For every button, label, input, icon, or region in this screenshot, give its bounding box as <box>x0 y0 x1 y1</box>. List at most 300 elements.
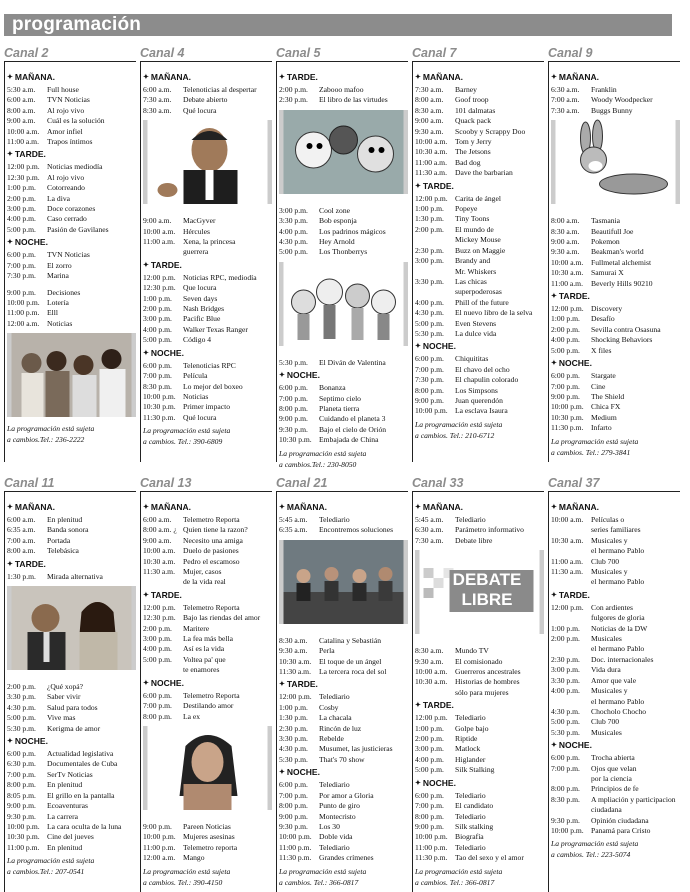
entry-time: 5:30 p.m. <box>279 754 308 764</box>
entry-time: 11:30 p.m. <box>551 423 584 433</box>
section-heading <box>7 559 136 569</box>
schedule-entry <box>143 546 272 556</box>
star-bullet-icon: ✦ <box>279 504 285 511</box>
entry-time: 11:00 p.m. <box>415 842 448 852</box>
entry-program: Principios de fe <box>591 784 639 794</box>
entry-program: Stargate <box>591 371 616 381</box>
entry-program: Telemetro reporta <box>183 842 238 852</box>
star-bullet-icon: ✦ <box>279 74 285 81</box>
schedule-entry <box>7 214 136 224</box>
entry-time: 9:30 p.m. <box>551 815 580 825</box>
entry-program: SerTv Noticias <box>47 769 93 779</box>
entry-time: 3:30 p.m. <box>415 276 444 286</box>
entry-program: Telediario <box>319 515 350 524</box>
entry-time: 8:00 p.m. <box>415 811 444 821</box>
entry-time: 3:30 p.m. <box>7 692 36 702</box>
entry-program: Portada <box>47 535 71 545</box>
section-heading <box>415 502 544 512</box>
entry-time: 1:00 p.m. <box>551 314 580 324</box>
schedule-entry <box>7 692 136 702</box>
section-heading <box>7 237 136 247</box>
section-label: MAÑANA. <box>558 72 600 82</box>
logo-word: LIBRE <box>461 590 513 610</box>
entry-program: Desafío <box>591 314 615 324</box>
schedule-entry <box>279 95 408 105</box>
schedule-entry <box>143 304 272 314</box>
entry-time: 9:30 p.m. <box>279 821 308 831</box>
schedule-entry <box>7 536 136 546</box>
schedule-entry <box>143 603 272 613</box>
schedule-entry <box>143 392 272 402</box>
schedule-entry <box>7 546 136 556</box>
entry-time: 11:00 p.m. <box>143 842 176 852</box>
section-heading <box>279 72 408 82</box>
entry-program: Así es la vida <box>183 644 225 654</box>
channel-column <box>4 476 136 892</box>
entry-program: Marina <box>47 271 69 281</box>
entry-time: 9:30 a.m. <box>415 656 444 666</box>
schedule-entry <box>551 227 680 237</box>
entry-time: 6:00 p.m. <box>7 749 36 759</box>
entry-time: 5:00 p.m. <box>7 713 36 723</box>
entry-time: 2:00 p.m. <box>143 623 172 633</box>
entry-time: 10:00 p.m. <box>143 832 176 842</box>
channel-schedule <box>412 491 544 892</box>
section-heading <box>551 72 680 82</box>
channel-column <box>412 46 544 462</box>
entry-time: 9:00 p.m. <box>415 821 444 831</box>
entry-time: 12:00 a.m. <box>7 318 40 328</box>
entry-program: Vida dura <box>591 665 621 675</box>
schedule-entry <box>551 655 680 665</box>
entry-program: Lotería <box>47 297 69 307</box>
entry-program: Encontremos soluciones <box>319 525 394 535</box>
entry-time: 9:30 a.m. <box>551 247 580 257</box>
entry-program: Telediario <box>319 780 350 790</box>
entry-time <box>551 577 591 587</box>
schedule-entry <box>279 801 408 811</box>
entry-time: 8:00 p.m. <box>551 784 580 794</box>
entry-program: The Shield <box>591 391 625 401</box>
entry-program: ¿Qué xopá? <box>47 682 84 692</box>
entry-time: 4:00 p.m. <box>415 297 444 307</box>
section-label: NOCHE. <box>286 370 320 381</box>
entry-program: En plenitud <box>47 842 83 852</box>
channel-schedule <box>548 491 680 892</box>
schedule-entry <box>143 382 272 392</box>
schedule-entry <box>7 225 136 235</box>
entry-program: Trocha abierta <box>591 753 635 763</box>
entry-time: 5:00 p.m. <box>279 247 308 257</box>
entry-program: Quack pack <box>455 116 492 126</box>
entry-time: 6:30 p.m. <box>7 759 36 769</box>
entry-program: series familiares <box>591 525 641 535</box>
entry-program: El candidato <box>455 801 494 811</box>
entry-program: Scooby y Scrappy Doo <box>455 126 526 136</box>
entry-program: Cotorreando <box>47 183 85 193</box>
star-bullet-icon: ✦ <box>279 372 285 380</box>
star-bullet-icon: ✦ <box>7 738 13 746</box>
schedule-entry <box>415 744 544 754</box>
schedule-entry <box>551 85 680 95</box>
entry-time: 11:30 p.m. <box>279 853 312 863</box>
star-bullet-icon: ✦ <box>143 349 149 357</box>
entry-time <box>551 697 591 707</box>
channel-column <box>4 46 136 462</box>
entry-program: Necesito una amiga <box>183 535 243 545</box>
entry-time: 2:00 p.m. <box>551 324 580 334</box>
schedule-entry <box>279 703 408 713</box>
entry-time: 6:35 a.m. <box>7 525 36 535</box>
schedule-entry <box>415 755 544 765</box>
schedule-entry <box>551 557 680 567</box>
section-label: TARDE. <box>14 149 46 160</box>
entry-program: Woody Woodpecker <box>591 95 653 105</box>
entry-time: 8:00 p.m. <box>279 801 308 811</box>
footer-line: a cambios.Tel.: 207-0541 <box>7 867 85 877</box>
entry-time: 5:00 p.m. <box>7 224 36 234</box>
footer-line: La programación está sujeta <box>415 866 503 876</box>
schedule-entry <box>7 162 136 172</box>
entry-program: MacGyver <box>183 216 216 226</box>
schedule-entry <box>551 536 680 546</box>
schedule-entry <box>415 536 544 546</box>
entry-time: 6:00 p.m. <box>415 790 444 800</box>
schedule-entry <box>143 402 272 412</box>
entry-time: 9:00 a.m. <box>143 216 172 226</box>
section-heading <box>143 260 272 270</box>
page-title: programación <box>12 14 142 35</box>
entry-program: Los Simpsons <box>455 385 498 395</box>
entry-program: The Jetsons <box>455 147 491 157</box>
entry-time: 10:30 a.m. <box>551 268 584 278</box>
entry-time: 10:30 a.m. <box>551 535 584 545</box>
schedule-entry <box>143 691 272 701</box>
entry-program: Goof troop <box>455 95 489 105</box>
schedule-entry <box>551 346 680 356</box>
entry-time: 10:00 p.m. <box>279 832 312 842</box>
schedule-entry <box>551 753 680 763</box>
schedule-entry <box>279 780 408 790</box>
entry-program: Pareen Noticias <box>183 821 231 831</box>
schedule-entry <box>551 774 680 784</box>
entry-program: Barney <box>455 85 477 94</box>
entry-program: Higlander <box>455 754 486 764</box>
entry-program: Telemetro Reporta <box>183 690 240 700</box>
star-bullet-icon: ✦ <box>415 182 421 190</box>
schedule-entry <box>415 225 544 235</box>
schedule-entry <box>551 382 680 392</box>
entry-time: 3:00 p.m. <box>143 634 172 644</box>
entry-program: Cine del jueves <box>47 832 94 842</box>
entry-time: 9:00 a.m. <box>551 237 580 247</box>
entry-program: El chapulin colorado <box>455 375 519 385</box>
entry-time: 8:30 p.m. <box>551 794 580 804</box>
entry-time: 5:00 p.m. <box>415 765 444 775</box>
entry-time: 12:00 p.m. <box>415 713 448 723</box>
entry-program: Historias de hombres <box>455 677 520 687</box>
schedule-entry <box>143 85 272 95</box>
entry-time: 1:00 p.m. <box>551 623 580 633</box>
entry-program: Mr. Whiskers <box>455 266 497 276</box>
entry-program: Club 700 <box>591 556 620 566</box>
schedule-entry <box>415 657 544 667</box>
entry-program: el hermano Pablo <box>591 546 645 556</box>
entry-time: 4:00 p.m. <box>143 644 172 654</box>
entry-program: Beverly Hills 90210 <box>591 278 653 288</box>
footer-line: a cambios.Tel.: 230-8050 <box>279 459 357 469</box>
entry-program: Tao del sexo y el amor <box>455 853 524 863</box>
entry-program: El libro de las virtudes <box>319 95 388 105</box>
channel-row-2 <box>4 476 676 892</box>
section-heading <box>279 679 408 689</box>
schedule-entry <box>7 682 136 692</box>
entry-program: El nuevo libro de la selva <box>455 308 533 318</box>
schedule-entry <box>7 127 136 137</box>
section-label: TARDE. <box>150 589 182 600</box>
entry-program: Kerigma de amor <box>47 723 101 733</box>
entry-program: Golpe bajo <box>455 723 489 733</box>
actress-photo <box>143 726 272 810</box>
entry-time: 12:00 p.m. <box>143 272 176 282</box>
section-label: NOCHE. <box>286 767 320 778</box>
section-heading <box>279 502 408 512</box>
entry-program: Cool zone <box>319 205 351 215</box>
entry-program: Cosby <box>319 702 339 712</box>
schedule-entry <box>551 644 680 654</box>
schedule-entry <box>279 832 408 842</box>
entry-time: 4:00 p.m. <box>143 324 172 334</box>
channel-name: Canal 37 <box>548 476 600 490</box>
cartoon-group-photo <box>279 262 408 346</box>
entry-time: 12:00 a.m. <box>143 853 176 863</box>
entry-program: Telediario <box>455 515 486 524</box>
entry-time: 12:00 p.m. <box>143 602 176 612</box>
entry-program: Telediario <box>455 842 486 852</box>
schedule-entry <box>415 688 544 698</box>
schedule-entry <box>279 692 408 702</box>
entry-time: 9:30 p.m. <box>279 424 308 434</box>
entry-time: 11:30 a.m. <box>143 567 175 577</box>
star-bullet-icon: ✦ <box>551 293 557 301</box>
entry-time: 5:00 p.m. <box>143 335 172 345</box>
entry-time <box>551 525 591 535</box>
schedule-entry <box>551 634 680 644</box>
entry-program: Maritere <box>183 623 210 633</box>
entry-time: 9:00 p.m. <box>7 801 36 811</box>
entry-program: Doble vida <box>319 832 353 842</box>
entry-time: 11:00 p.m. <box>7 308 40 318</box>
entry-time: 8:00 a.m. <box>415 95 444 105</box>
entry-program: Ecoaventuras <box>47 801 88 811</box>
entry-program: La carrera <box>47 811 78 821</box>
entry-program: Mirada alternativa <box>47 571 103 581</box>
schedule-entry <box>279 822 408 832</box>
entry-program: Musicales <box>591 727 622 737</box>
channel-name: Canal 9 <box>548 46 593 60</box>
star-bullet-icon: ✦ <box>551 742 557 750</box>
entry-time: 5:00 p.m. <box>143 654 172 664</box>
section-heading <box>143 72 272 82</box>
entry-time: 9:00 p.m. <box>415 395 444 405</box>
entry-time: 7:30 a.m. <box>551 105 580 115</box>
entry-program: Telemetro Reporta <box>183 602 240 612</box>
entry-program: Trapos íntimos <box>47 137 93 147</box>
star-bullet-icon: ✦ <box>279 681 285 689</box>
entry-program: Musicales y <box>591 535 628 545</box>
footer-line: La programación está sujeta <box>7 856 95 866</box>
schedule-entry <box>415 137 544 147</box>
entry-program: Discovery <box>591 304 623 314</box>
entry-program: Buzz on Maggie <box>455 245 506 255</box>
schedule-entry <box>143 294 272 304</box>
entry-program: Franklin <box>591 85 617 94</box>
schedule-entry <box>7 319 136 329</box>
entry-program: El comisionado <box>455 656 503 666</box>
entry-time: 9:30 a.m. <box>415 126 444 136</box>
section-heading <box>7 149 136 159</box>
schedule-entry <box>415 667 544 677</box>
entry-time: 2:00 p.m. <box>551 634 580 644</box>
debate-logo <box>415 550 544 634</box>
schedule-entry <box>551 577 680 587</box>
entry-time <box>551 613 591 623</box>
entry-program: el hermano Pablo <box>591 696 645 706</box>
entry-time: 7:30 p.m. <box>7 271 36 281</box>
entry-time: 9:30 a.m. <box>279 646 308 656</box>
schedule-entry <box>279 646 408 656</box>
entry-program: Telediario <box>455 811 486 821</box>
entry-time: 10:30 a.m. <box>415 147 448 157</box>
section-label: TARDE. <box>286 679 318 690</box>
entry-time: 6:00 p.m. <box>7 250 36 260</box>
entry-time: 5:30 p.m. <box>7 723 36 733</box>
entry-program: Decisiones <box>47 287 81 297</box>
star-bullet-icon: ✦ <box>143 504 149 511</box>
schedule-entry <box>7 298 136 308</box>
entry-time: 11:00 a.m. <box>551 278 583 288</box>
entry-program: Las chicas <box>455 276 487 286</box>
entry-time: 11:30 a.m. <box>415 168 447 178</box>
schedule-entry <box>551 676 680 686</box>
entry-time: 1:00 p.m. <box>279 702 308 712</box>
footer-line: La programación está sujeta <box>415 419 503 429</box>
entry-time: 6:00 p.m. <box>279 780 308 790</box>
entry-time: 6:00 a.m. <box>7 95 36 105</box>
section-label: NOCHE. <box>422 341 456 352</box>
schedule-entry <box>415 168 544 178</box>
entry-program: Silk stalking <box>455 821 494 831</box>
entry-time: 7:00 p.m. <box>415 364 444 374</box>
schedule-entry <box>551 546 680 556</box>
entry-time: 2:30 p.m. <box>279 723 308 733</box>
schedule-entry <box>551 325 680 335</box>
channel-row-1 <box>4 46 676 469</box>
entry-time: 7:30 a.m. <box>143 95 172 105</box>
schedule-entry <box>7 106 136 116</box>
footer-line: La programación está sujeta <box>143 866 231 876</box>
schedule-entry <box>415 406 544 416</box>
schedule-entry <box>415 375 544 385</box>
channel-column <box>140 46 272 462</box>
section-heading <box>143 590 272 600</box>
entry-time: 3:30 p.m. <box>279 734 308 744</box>
section-heading <box>415 700 544 710</box>
entry-time: 2:00 p.m. <box>415 734 444 744</box>
star-bullet-icon: ✦ <box>7 239 13 247</box>
entry-program: sólo para mujeres <box>455 687 509 697</box>
schedule-entry <box>551 304 680 314</box>
entry-program: Club 700 <box>591 717 620 727</box>
entry-time: 10:00 p.m. <box>143 391 176 401</box>
entry-program: Montecristo <box>319 811 356 821</box>
footer-line: La programación está sujeta <box>279 866 367 876</box>
schedule-entry <box>551 402 680 412</box>
entry-time: 8:00 p.m. <box>415 385 444 395</box>
entry-time: 1:00 p.m. <box>415 723 444 733</box>
entry-time: 9:00 p.m. <box>279 811 308 821</box>
channel-schedule <box>4 61 136 462</box>
footer-line: La programación está sujeta <box>551 839 639 849</box>
entry-time: 12:00 p.m. <box>551 602 584 612</box>
entry-time: 3:00 p.m. <box>415 256 444 266</box>
schedule-entry <box>415 319 544 329</box>
entry-time: 7:00 p.m. <box>551 763 580 773</box>
entry-program: guerrera <box>183 247 209 257</box>
entry-program: Los 30 <box>319 821 340 831</box>
entry-time: 7:00 p.m. <box>551 381 580 391</box>
section-label: TARDE. <box>286 72 318 82</box>
entry-time: 9:00 a.m. <box>7 116 36 126</box>
schedule-entry <box>143 701 272 711</box>
entry-time: 10:30 a.m. <box>143 556 176 566</box>
section-label: NOCHE. <box>422 777 456 788</box>
entry-program: La fea más bella <box>183 634 233 644</box>
entry-time: 7:00 p.m. <box>143 701 172 711</box>
entry-time: 7:00 a.m. <box>7 535 36 545</box>
channel-column <box>276 476 408 892</box>
star-bullet-icon: ✦ <box>143 679 149 687</box>
entry-program: Musicales y <box>591 567 628 577</box>
schedule-entry <box>7 724 136 734</box>
footer-line: La programación está sujeta <box>279 448 367 458</box>
entry-time: 8:00 p.m. <box>143 711 172 721</box>
section-label: TARDE. <box>558 291 590 302</box>
entry-program: Noticias <box>47 318 73 328</box>
schedule-entry <box>415 287 544 297</box>
schedule-entry <box>415 298 544 308</box>
entry-program: Parámetro informativo <box>455 525 524 535</box>
entry-time: 2:00 p.m. <box>415 224 444 234</box>
schedule-entry <box>7 822 136 832</box>
schedule-entry <box>279 853 408 863</box>
entry-program: La tercera roca del sol <box>319 667 387 677</box>
schedule-entry <box>551 525 680 535</box>
entry-program: Bajo el cielo de Orión <box>319 424 387 434</box>
entry-time: 1:00 p.m. <box>415 204 444 214</box>
entry-time: 6:00 p.m. <box>551 371 580 381</box>
entry-program: La ex <box>183 711 201 721</box>
footer-line: a cambios. Tel.: 390-6809 <box>143 437 223 447</box>
schedule-entry <box>551 258 680 268</box>
logo-word: DEBATE <box>452 570 522 590</box>
schedule-entry <box>551 826 680 836</box>
schedule-entry <box>7 780 136 790</box>
star-bullet-icon: ✦ <box>415 343 421 351</box>
entry-program: Telediario <box>455 713 486 723</box>
entry-program: de la vida real <box>183 577 226 587</box>
schedule-entry <box>279 247 408 257</box>
